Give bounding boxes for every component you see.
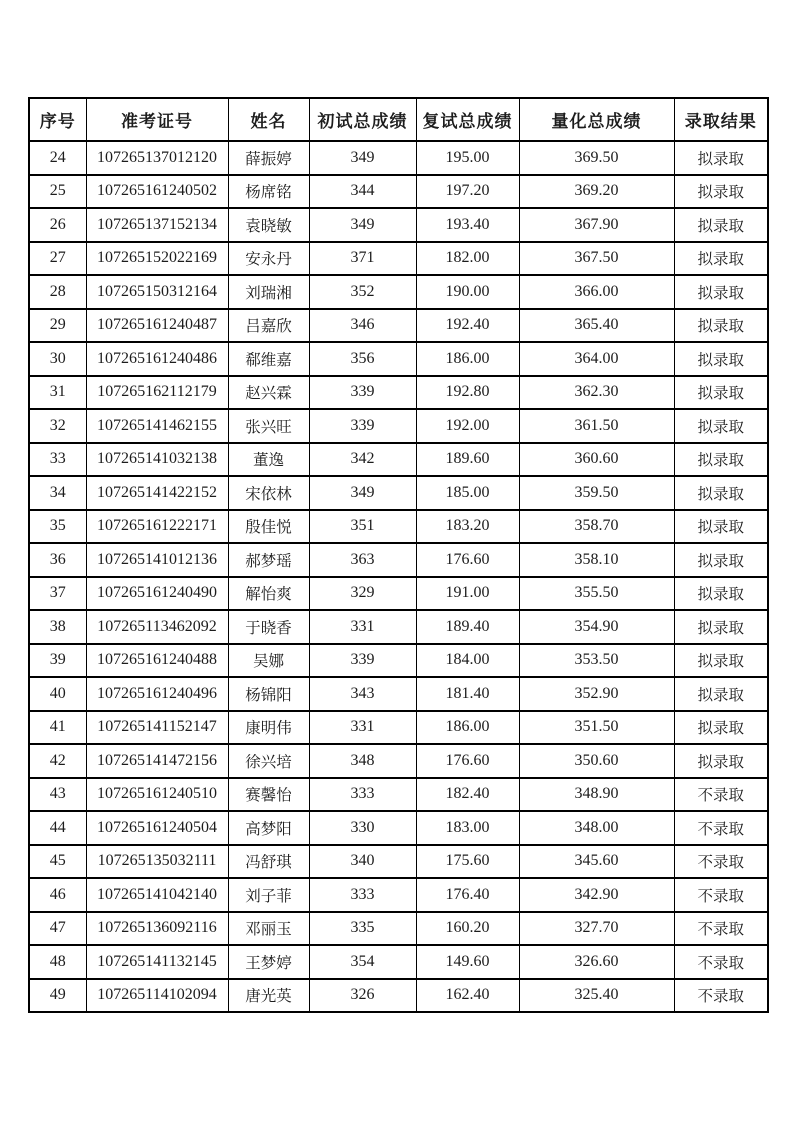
cell-serial: 32 <box>29 409 86 443</box>
cell-initial-exam-score: 352 <box>309 275 416 309</box>
cell-ticket-number: 107265141462155 <box>86 409 228 443</box>
cell-ticket-number: 107265137152134 <box>86 208 228 242</box>
cell-retest-score: 185.00 <box>416 476 519 510</box>
cell-ticket-number: 107265161240488 <box>86 644 228 678</box>
cell-ticket-number: 107265152022169 <box>86 242 228 276</box>
cell-name: 袁晓敏 <box>228 208 309 242</box>
cell-initial-exam-score: 348 <box>309 744 416 778</box>
cell-name: 安永丹 <box>228 242 309 276</box>
cell-name: 康明伟 <box>228 711 309 745</box>
cell-ticket-number: 107265161240502 <box>86 175 228 209</box>
cell-retest-score: 193.40 <box>416 208 519 242</box>
cell-initial-exam-score: 354 <box>309 945 416 979</box>
cell-initial-exam-score: 349 <box>309 208 416 242</box>
cell-serial: 40 <box>29 677 86 711</box>
cell-quantified-total-score: 342.90 <box>519 878 674 912</box>
cell-admission-result: 拟录取 <box>674 577 768 611</box>
cell-serial: 24 <box>29 141 86 175</box>
cell-name: 吴娜 <box>228 644 309 678</box>
cell-initial-exam-score: 339 <box>309 409 416 443</box>
cell-quantified-total-score: 358.70 <box>519 510 674 544</box>
cell-serial: 25 <box>29 175 86 209</box>
cell-admission-result: 拟录取 <box>674 208 768 242</box>
cell-retest-score: 186.00 <box>416 342 519 376</box>
cell-retest-score: 183.00 <box>416 811 519 845</box>
cell-serial: 28 <box>29 275 86 309</box>
cell-initial-exam-score: 339 <box>309 644 416 678</box>
cell-admission-result: 拟录取 <box>674 543 768 577</box>
cell-initial-exam-score: 331 <box>309 711 416 745</box>
cell-ticket-number: 107265141422152 <box>86 476 228 510</box>
cell-name: 赵兴霖 <box>228 376 309 410</box>
cell-retest-score: 195.00 <box>416 141 519 175</box>
cell-retest-score: 197.20 <box>416 175 519 209</box>
cell-admission-result: 拟录取 <box>674 309 768 343</box>
header-name: 姓名 <box>228 98 309 141</box>
table-row <box>29 979 768 1013</box>
cell-serial: 39 <box>29 644 86 678</box>
cell-name: 杨锦阳 <box>228 677 309 711</box>
cell-quantified-total-score: 325.40 <box>519 979 674 1013</box>
cell-name: 张兴旺 <box>228 409 309 443</box>
table-row <box>29 275 768 309</box>
table-row <box>29 778 768 812</box>
cell-ticket-number: 107265114102094 <box>86 979 228 1013</box>
cell-admission-result: 不录取 <box>674 811 768 845</box>
cell-quantified-total-score: 355.50 <box>519 577 674 611</box>
cell-quantified-total-score: 364.00 <box>519 342 674 376</box>
cell-admission-result: 不录取 <box>674 979 768 1013</box>
cell-ticket-number: 107265161222171 <box>86 510 228 544</box>
header-quantified-total-score: 量化总成绩 <box>519 98 674 141</box>
cell-retest-score: 183.20 <box>416 510 519 544</box>
cell-name: 冯舒琪 <box>228 845 309 879</box>
cell-admission-result: 拟录取 <box>674 644 768 678</box>
cell-ticket-number: 107265161240510 <box>86 778 228 812</box>
cell-ticket-number: 107265136092116 <box>86 912 228 946</box>
cell-initial-exam-score: 346 <box>309 309 416 343</box>
cell-admission-result: 拟录取 <box>674 141 768 175</box>
cell-quantified-total-score: 367.50 <box>519 242 674 276</box>
table-row <box>29 744 768 778</box>
cell-initial-exam-score: 330 <box>309 811 416 845</box>
cell-quantified-total-score: 360.60 <box>519 443 674 477</box>
cell-serial: 36 <box>29 543 86 577</box>
cell-quantified-total-score: 367.90 <box>519 208 674 242</box>
cell-initial-exam-score: 333 <box>309 878 416 912</box>
table-row <box>29 376 768 410</box>
cell-name: 高梦阳 <box>228 811 309 845</box>
cell-retest-score: 181.40 <box>416 677 519 711</box>
cell-name: 郗维嘉 <box>228 342 309 376</box>
cell-initial-exam-score: 344 <box>309 175 416 209</box>
cell-serial: 46 <box>29 878 86 912</box>
cell-serial: 30 <box>29 342 86 376</box>
cell-name: 刘瑞湘 <box>228 275 309 309</box>
table-row <box>29 945 768 979</box>
cell-quantified-total-score: 350.60 <box>519 744 674 778</box>
cell-retest-score: 192.00 <box>416 409 519 443</box>
cell-serial: 48 <box>29 945 86 979</box>
cell-quantified-total-score: 351.50 <box>519 711 674 745</box>
cell-admission-result: 拟录取 <box>674 677 768 711</box>
table-row <box>29 342 768 376</box>
cell-quantified-total-score: 362.30 <box>519 376 674 410</box>
cell-retest-score: 176.60 <box>416 543 519 577</box>
cell-serial: 41 <box>29 711 86 745</box>
cell-ticket-number: 107265141012136 <box>86 543 228 577</box>
cell-ticket-number: 107265161240487 <box>86 309 228 343</box>
cell-name: 解怡爽 <box>228 577 309 611</box>
table-row <box>29 242 768 276</box>
cell-ticket-number: 107265161240490 <box>86 577 228 611</box>
cell-admission-result: 拟录取 <box>674 242 768 276</box>
cell-serial: 37 <box>29 577 86 611</box>
cell-name: 宋依林 <box>228 476 309 510</box>
cell-name: 邓丽玉 <box>228 912 309 946</box>
cell-initial-exam-score: 333 <box>309 778 416 812</box>
cell-admission-result: 拟录取 <box>674 175 768 209</box>
cell-quantified-total-score: 359.50 <box>519 476 674 510</box>
cell-name: 王梦婷 <box>228 945 309 979</box>
cell-admission-result: 拟录取 <box>674 443 768 477</box>
table-row <box>29 409 768 443</box>
cell-initial-exam-score: 342 <box>309 443 416 477</box>
cell-serial: 44 <box>29 811 86 845</box>
cell-name: 殷佳悦 <box>228 510 309 544</box>
cell-admission-result: 拟录取 <box>674 610 768 644</box>
cell-serial: 45 <box>29 845 86 879</box>
cell-retest-score: 191.00 <box>416 577 519 611</box>
cell-admission-result: 不录取 <box>674 945 768 979</box>
cell-initial-exam-score: 326 <box>309 979 416 1013</box>
cell-admission-result: 不录取 <box>674 845 768 879</box>
admission-results-table <box>28 97 769 1013</box>
cell-quantified-total-score: 348.00 <box>519 811 674 845</box>
cell-admission-result: 不录取 <box>674 878 768 912</box>
cell-name: 于晓香 <box>228 610 309 644</box>
header-admission-result: 录取结果 <box>674 98 768 141</box>
cell-serial: 33 <box>29 443 86 477</box>
cell-quantified-total-score: 348.90 <box>519 778 674 812</box>
cell-initial-exam-score: 343 <box>309 677 416 711</box>
cell-quantified-total-score: 365.40 <box>519 309 674 343</box>
cell-ticket-number: 107265135032111 <box>86 845 228 879</box>
cell-initial-exam-score: 335 <box>309 912 416 946</box>
table-row <box>29 912 768 946</box>
header-retest-score: 复试总成绩 <box>416 98 519 141</box>
cell-retest-score: 176.40 <box>416 878 519 912</box>
cell-ticket-number: 107265141152147 <box>86 711 228 745</box>
table-row <box>29 610 768 644</box>
cell-serial: 34 <box>29 476 86 510</box>
cell-retest-score: 192.40 <box>416 309 519 343</box>
cell-ticket-number: 107265162112179 <box>86 376 228 410</box>
cell-admission-result: 不录取 <box>674 912 768 946</box>
table-row <box>29 141 768 175</box>
cell-ticket-number: 107265150312164 <box>86 275 228 309</box>
table-row <box>29 476 768 510</box>
cell-admission-result: 拟录取 <box>674 275 768 309</box>
cell-ticket-number: 107265113462092 <box>86 610 228 644</box>
cell-retest-score: 149.60 <box>416 945 519 979</box>
cell-initial-exam-score: 331 <box>309 610 416 644</box>
cell-serial: 29 <box>29 309 86 343</box>
cell-retest-score: 192.80 <box>416 376 519 410</box>
cell-admission-result: 拟录取 <box>674 476 768 510</box>
cell-admission-result: 不录取 <box>674 778 768 812</box>
table-row <box>29 845 768 879</box>
cell-retest-score: 189.60 <box>416 443 519 477</box>
cell-quantified-total-score: 354.90 <box>519 610 674 644</box>
cell-quantified-total-score: 369.50 <box>519 141 674 175</box>
table-row <box>29 644 768 678</box>
cell-retest-score: 190.00 <box>416 275 519 309</box>
table-row <box>29 577 768 611</box>
cell-quantified-total-score: 345.60 <box>519 845 674 879</box>
cell-retest-score: 160.20 <box>416 912 519 946</box>
cell-serial: 47 <box>29 912 86 946</box>
header-serial: 序号 <box>29 98 86 141</box>
cell-retest-score: 162.40 <box>416 979 519 1013</box>
cell-quantified-total-score: 361.50 <box>519 409 674 443</box>
cell-admission-result: 拟录取 <box>674 342 768 376</box>
cell-initial-exam-score: 351 <box>309 510 416 544</box>
cell-name: 郝梦瑶 <box>228 543 309 577</box>
cell-initial-exam-score: 363 <box>309 543 416 577</box>
table-row <box>29 677 768 711</box>
cell-ticket-number: 107265161240504 <box>86 811 228 845</box>
cell-serial: 27 <box>29 242 86 276</box>
cell-quantified-total-score: 369.20 <box>519 175 674 209</box>
cell-name: 杨席铭 <box>228 175 309 209</box>
cell-admission-result: 拟录取 <box>674 510 768 544</box>
cell-retest-score: 184.00 <box>416 644 519 678</box>
cell-quantified-total-score: 358.10 <box>519 543 674 577</box>
cell-retest-score: 182.40 <box>416 778 519 812</box>
cell-ticket-number: 107265141472156 <box>86 744 228 778</box>
cell-quantified-total-score: 366.00 <box>519 275 674 309</box>
cell-retest-score: 189.40 <box>416 610 519 644</box>
cell-serial: 38 <box>29 610 86 644</box>
cell-retest-score: 176.60 <box>416 744 519 778</box>
cell-name: 董逸 <box>228 443 309 477</box>
cell-ticket-number: 107265141032138 <box>86 443 228 477</box>
table-row <box>29 543 768 577</box>
cell-ticket-number: 107265137012120 <box>86 141 228 175</box>
cell-name: 薛振婷 <box>228 141 309 175</box>
cell-name: 唐光英 <box>228 979 309 1013</box>
cell-quantified-total-score: 353.50 <box>519 644 674 678</box>
table-header-row <box>29 98 768 141</box>
cell-quantified-total-score: 352.90 <box>519 677 674 711</box>
table-row <box>29 443 768 477</box>
cell-serial: 43 <box>29 778 86 812</box>
cell-ticket-number: 107265141132145 <box>86 945 228 979</box>
cell-serial: 31 <box>29 376 86 410</box>
cell-serial: 42 <box>29 744 86 778</box>
cell-initial-exam-score: 329 <box>309 577 416 611</box>
table-row <box>29 811 768 845</box>
cell-admission-result: 拟录取 <box>674 711 768 745</box>
table-row <box>29 878 768 912</box>
cell-serial: 49 <box>29 979 86 1013</box>
cell-retest-score: 186.00 <box>416 711 519 745</box>
cell-initial-exam-score: 356 <box>309 342 416 376</box>
cell-quantified-total-score: 326.60 <box>519 945 674 979</box>
cell-retest-score: 182.00 <box>416 242 519 276</box>
cell-ticket-number: 107265161240496 <box>86 677 228 711</box>
table-row <box>29 309 768 343</box>
cell-retest-score: 175.60 <box>416 845 519 879</box>
table-row <box>29 711 768 745</box>
table-row <box>29 208 768 242</box>
cell-initial-exam-score: 349 <box>309 476 416 510</box>
cell-admission-result: 拟录取 <box>674 744 768 778</box>
cell-name: 徐兴培 <box>228 744 309 778</box>
header-ticket-number: 准考证号 <box>86 98 228 141</box>
cell-admission-result: 拟录取 <box>674 409 768 443</box>
table-row <box>29 510 768 544</box>
cell-initial-exam-score: 371 <box>309 242 416 276</box>
table-row <box>29 175 768 209</box>
cell-ticket-number: 107265161240486 <box>86 342 228 376</box>
cell-name: 刘子菲 <box>228 878 309 912</box>
cell-admission-result: 拟录取 <box>674 376 768 410</box>
cell-serial: 35 <box>29 510 86 544</box>
cell-initial-exam-score: 340 <box>309 845 416 879</box>
cell-initial-exam-score: 349 <box>309 141 416 175</box>
cell-ticket-number: 107265141042140 <box>86 878 228 912</box>
header-initial-exam-score: 初试总成绩 <box>309 98 416 141</box>
cell-name: 吕嘉欣 <box>228 309 309 343</box>
cell-initial-exam-score: 339 <box>309 376 416 410</box>
cell-serial: 26 <box>29 208 86 242</box>
cell-name: 赛馨怡 <box>228 778 309 812</box>
cell-quantified-total-score: 327.70 <box>519 912 674 946</box>
